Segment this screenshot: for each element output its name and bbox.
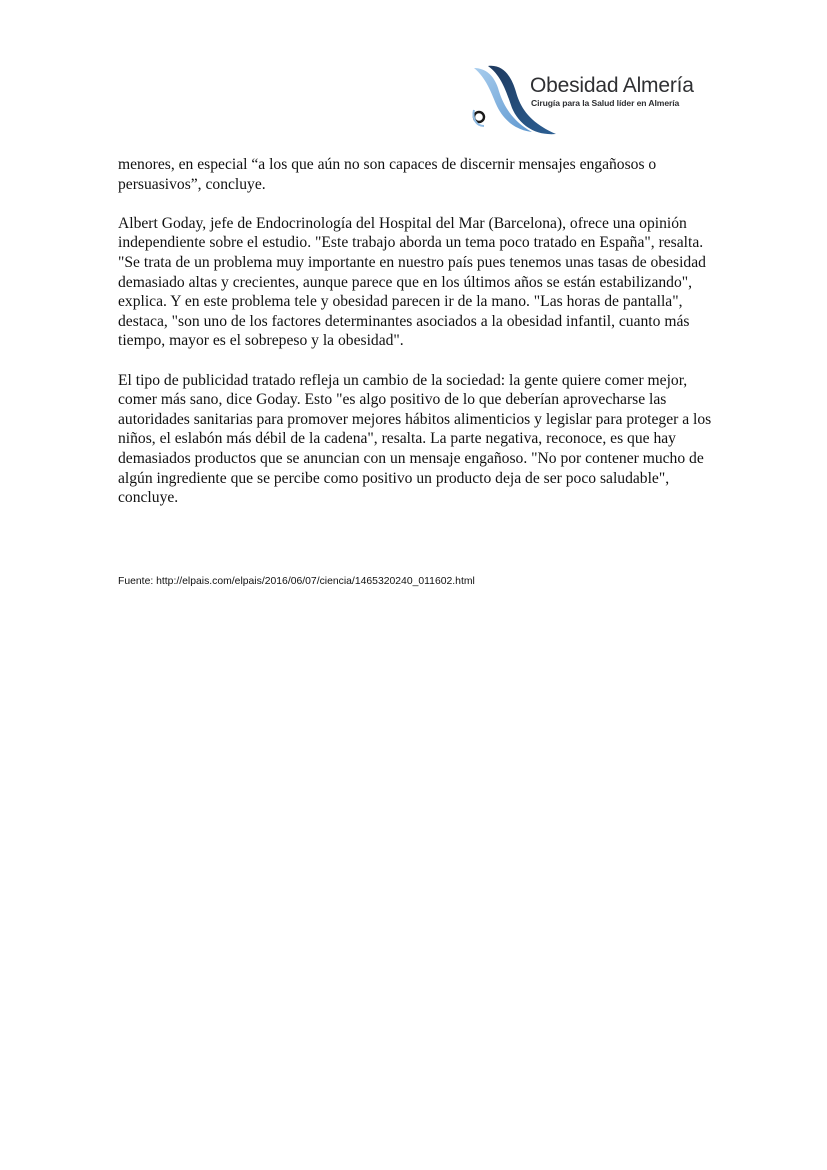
article-paragraph: Albert Goday, jefe de Endocrinología del Hospital del Mar (Barcelona), ofrece una opinión independiente sobre el estudio. "Este trabajo aborda un tema poco tratado en España", resalta. "Se trata de un problema muy importante en nuestro país pues tenemos unas tasas de obesidad demasiado altas y crecientes, aunque parece que en los últimos años se están estabilizando", explica. Y en este problema tele y obesidad parecen ir de la mano. "Las horas de pantalla", destaca, "son uno de los factores determinantes asociados a la obesidad infantil, cuanto más tiempo, mayor es el sobrepeso y la obesidad".: [118, 214, 706, 350]
article-paragraph: El tipo de publicidad tratado refleja un cambio de la sociedad: la gente quiere comer mejor, comer más sano, dice Goday. Esto "es algo positivo de lo que deberían aprovecharse las autoridades sanitarias para promover mejores hábitos alimenticios y legislar para proteger a los niños, el eslabón más débil de la cadena", resalta. La parte negativa, reconoce, es que hay demasiados productos que se anuncian con un mensaje engañoso. "No por contener mucho de algún ingrediente que se percibe como positivo un producto deja de ser poco saludable", concluye.: [118, 371, 712, 507]
logo-brand-name: Obesidad Almería: [530, 74, 694, 97]
obesidad-almeria-logo: [470, 62, 700, 140]
logo-tagline: Cirugía para la Salud líder en Almería: [531, 98, 680, 108]
article-body: [118, 155, 714, 527]
source-citation: Fuente: http://elpais.com/elpais/2016/06/07/ciencia/1465320240_011602.html: [118, 576, 475, 587]
article-paragraph: menores, en especial “a los que aún no son capaces de discernir mensajes engañosos o persuasivos”, concluye.: [118, 156, 657, 193]
